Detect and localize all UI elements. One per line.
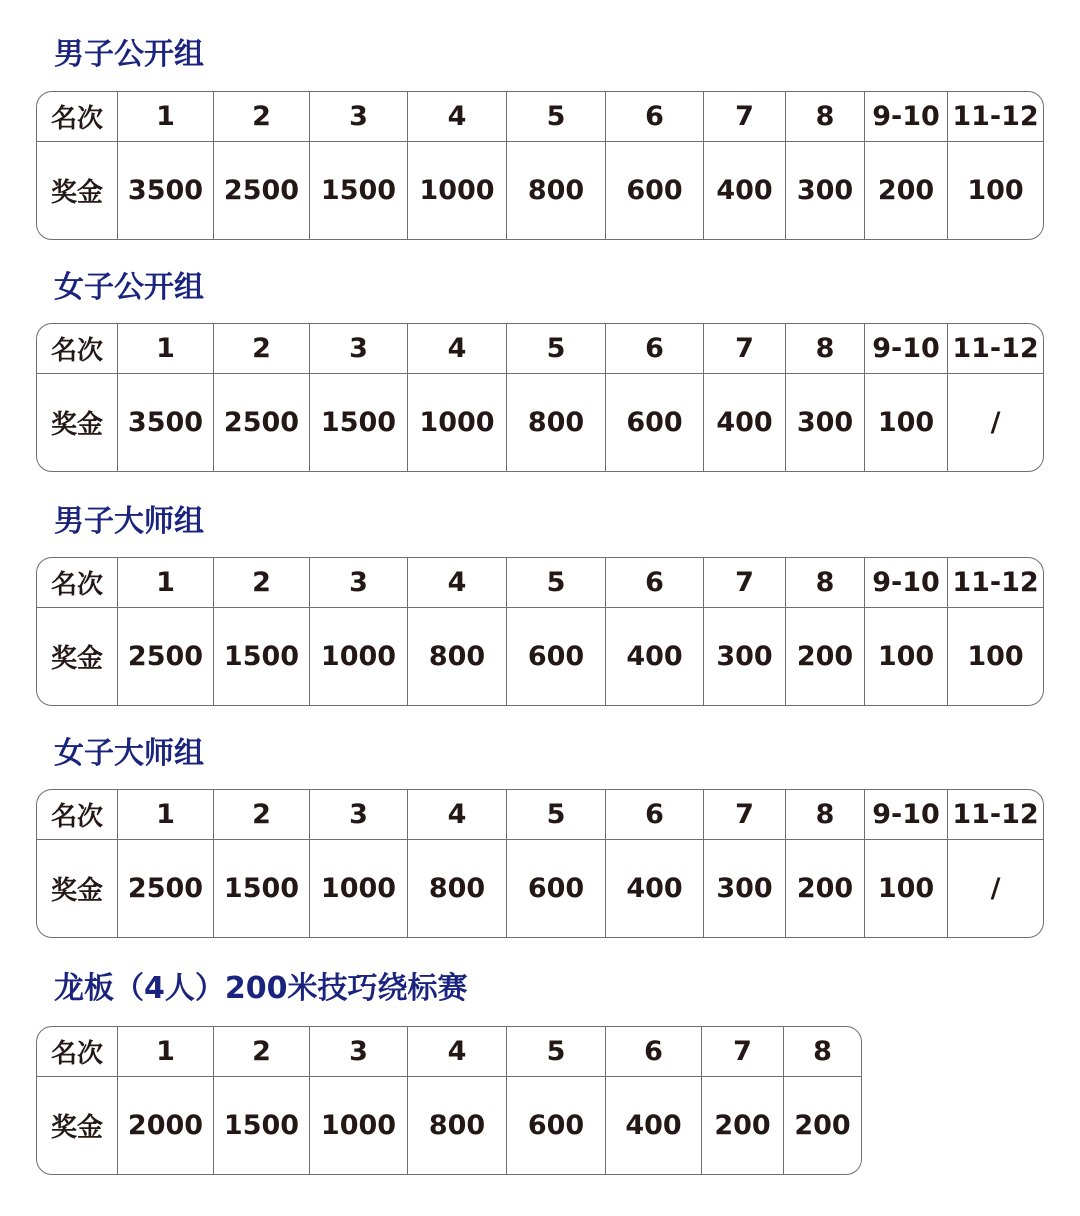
prize-cell: 1500	[214, 608, 310, 705]
rank-label: 名次	[37, 92, 118, 141]
rank-cell: 2	[214, 324, 310, 373]
rank-cell: 3	[310, 1027, 408, 1076]
prize-row	[37, 608, 1043, 705]
prize-table-womens-open	[36, 323, 1044, 472]
rank-cell: 6	[606, 790, 704, 839]
rank-cell: 9-10	[865, 790, 948, 839]
prize-cell: 3500	[118, 374, 214, 471]
prize-cell: 600	[507, 840, 606, 937]
rank-cell: 4	[408, 558, 507, 607]
rank-cell: 2	[214, 1027, 310, 1076]
prize-table-dragon-board	[36, 1026, 862, 1175]
prize-cell: 1500	[214, 1077, 310, 1174]
rank-cell: 1	[118, 324, 214, 373]
prize-label: 奖金	[37, 374, 118, 471]
prize-cell: 200	[794, 1110, 851, 1141]
prize-cell: 100	[967, 641, 1024, 672]
prize-row	[37, 840, 1043, 937]
prize-cell: 800	[408, 840, 507, 937]
rank-cell: 5	[507, 790, 606, 839]
prize-cell: 800	[507, 374, 606, 471]
rank-cell: 8	[786, 790, 865, 839]
rank-label: 名次	[37, 324, 118, 373]
prize-cell: 1000	[310, 840, 408, 937]
prize-cell: 2500	[214, 142, 310, 239]
prize-cell: 800	[408, 1077, 507, 1174]
rank-cell: 2	[214, 92, 310, 141]
section-title-mens-open: 男子公开组	[54, 37, 204, 72]
prize-cell: 1000	[408, 142, 507, 239]
prize-cell: 400	[606, 1077, 702, 1174]
prize-table-mens-masters	[36, 557, 1044, 706]
rank-cell: 2	[214, 790, 310, 839]
section-title-womens-open: 女子公开组	[54, 270, 204, 305]
prize-cell: 600	[507, 1077, 606, 1174]
rank-cell: 6	[606, 92, 704, 141]
rank-cell: 9-10	[865, 558, 948, 607]
prize-cell: 2500	[214, 374, 310, 471]
prize-cell: 600	[606, 374, 704, 471]
section-title-mens-masters: 男子大师组	[54, 504, 204, 539]
rank-cell: 11-12	[952, 333, 1039, 364]
rank-label: 名次	[37, 558, 118, 607]
prize-cell: 2500	[118, 840, 214, 937]
prize-cell: 300	[704, 840, 786, 937]
rank-cell: 3	[310, 790, 408, 839]
prize-cell: /	[990, 407, 1001, 438]
rank-cell: 1	[118, 558, 214, 607]
rank-cell: 2	[214, 558, 310, 607]
rank-cell: 11-12	[952, 799, 1039, 830]
prize-label: 奖金	[37, 1077, 118, 1174]
rank-cell: 5	[507, 1027, 606, 1076]
rank-cell: 7	[704, 790, 786, 839]
prize-cell: 100	[865, 840, 948, 937]
prize-label: 奖金	[37, 142, 118, 239]
prize-cell: 1500	[310, 142, 408, 239]
rank-cell: 1	[118, 92, 214, 141]
prize-cell: 400	[704, 374, 786, 471]
prize-cell: 400	[704, 142, 786, 239]
rank-cell: 6	[606, 558, 704, 607]
rank-row	[37, 324, 1043, 374]
prize-cell: 1500	[310, 374, 408, 471]
prize-cell: 800	[507, 142, 606, 239]
prize-cell: 300	[786, 142, 865, 239]
rank-cell: 3	[310, 324, 408, 373]
rank-cell: 3	[310, 558, 408, 607]
rank-cell: 4	[408, 1027, 507, 1076]
rank-cell: 8	[786, 92, 865, 141]
prize-cell: 200	[865, 142, 948, 239]
rank-cell: 7	[704, 324, 786, 373]
rank-cell: 5	[507, 558, 606, 607]
prize-cell: 100	[865, 608, 948, 705]
prize-cell: 200	[786, 608, 865, 705]
prize-cell: 400	[606, 608, 704, 705]
prize-cell: 1000	[310, 1077, 408, 1174]
rank-row	[37, 790, 1043, 840]
prize-row	[37, 142, 1043, 239]
prize-cell: 300	[786, 374, 865, 471]
prize-label: 奖金	[37, 840, 118, 937]
rank-cell: 1	[118, 1027, 214, 1076]
rank-cell: 4	[408, 92, 507, 141]
rank-cell: 8	[786, 324, 865, 373]
rank-cell: 11-12	[952, 101, 1039, 132]
rank-cell: 7	[702, 1027, 784, 1076]
prize-cell: 600	[507, 608, 606, 705]
section-title-dragon-board: 龙板（4人）200米技巧绕标赛	[54, 971, 468, 1006]
prize-cell: /	[990, 873, 1001, 904]
prize-cell: 2500	[118, 608, 214, 705]
prize-cell: 100	[967, 175, 1024, 206]
rank-row	[37, 558, 1043, 608]
rank-cell: 1	[118, 790, 214, 839]
prize-row	[37, 1077, 861, 1174]
rank-row	[37, 92, 1043, 142]
prize-cell: 1000	[310, 608, 408, 705]
prize-row	[37, 374, 1043, 471]
rank-label: 名次	[37, 790, 118, 839]
rank-cell: 7	[704, 92, 786, 141]
prize-cell: 800	[408, 608, 507, 705]
rank-cell: 4	[408, 324, 507, 373]
rank-cell: 9-10	[865, 324, 948, 373]
prize-cell: 100	[865, 374, 948, 471]
rank-cell: 3	[310, 92, 408, 141]
prize-label: 奖金	[37, 608, 118, 705]
prize-table-mens-open	[36, 91, 1044, 240]
rank-row	[37, 1027, 861, 1077]
prize-cell: 400	[606, 840, 704, 937]
rank-cell: 7	[704, 558, 786, 607]
rank-cell: 4	[408, 790, 507, 839]
rank-cell: 5	[507, 92, 606, 141]
rank-cell: 8	[813, 1036, 832, 1067]
rank-label: 名次	[37, 1027, 118, 1076]
prize-cell: 200	[786, 840, 865, 937]
prize-cell: 600	[606, 142, 704, 239]
rank-cell: 11-12	[952, 567, 1039, 598]
prize-cell: 3500	[118, 142, 214, 239]
rank-cell: 8	[786, 558, 865, 607]
prize-cell: 200	[702, 1077, 784, 1174]
rank-cell: 6	[606, 1027, 702, 1076]
prize-cell: 1500	[214, 840, 310, 937]
prize-cell: 300	[704, 608, 786, 705]
prize-cell: 2000	[118, 1077, 214, 1174]
prize-cell: 1000	[408, 374, 507, 471]
rank-cell: 9-10	[865, 92, 948, 141]
rank-cell: 6	[606, 324, 704, 373]
rank-cell: 5	[507, 324, 606, 373]
prize-table-womens-masters	[36, 789, 1044, 938]
section-title-womens-masters: 女子大师组	[54, 736, 204, 771]
